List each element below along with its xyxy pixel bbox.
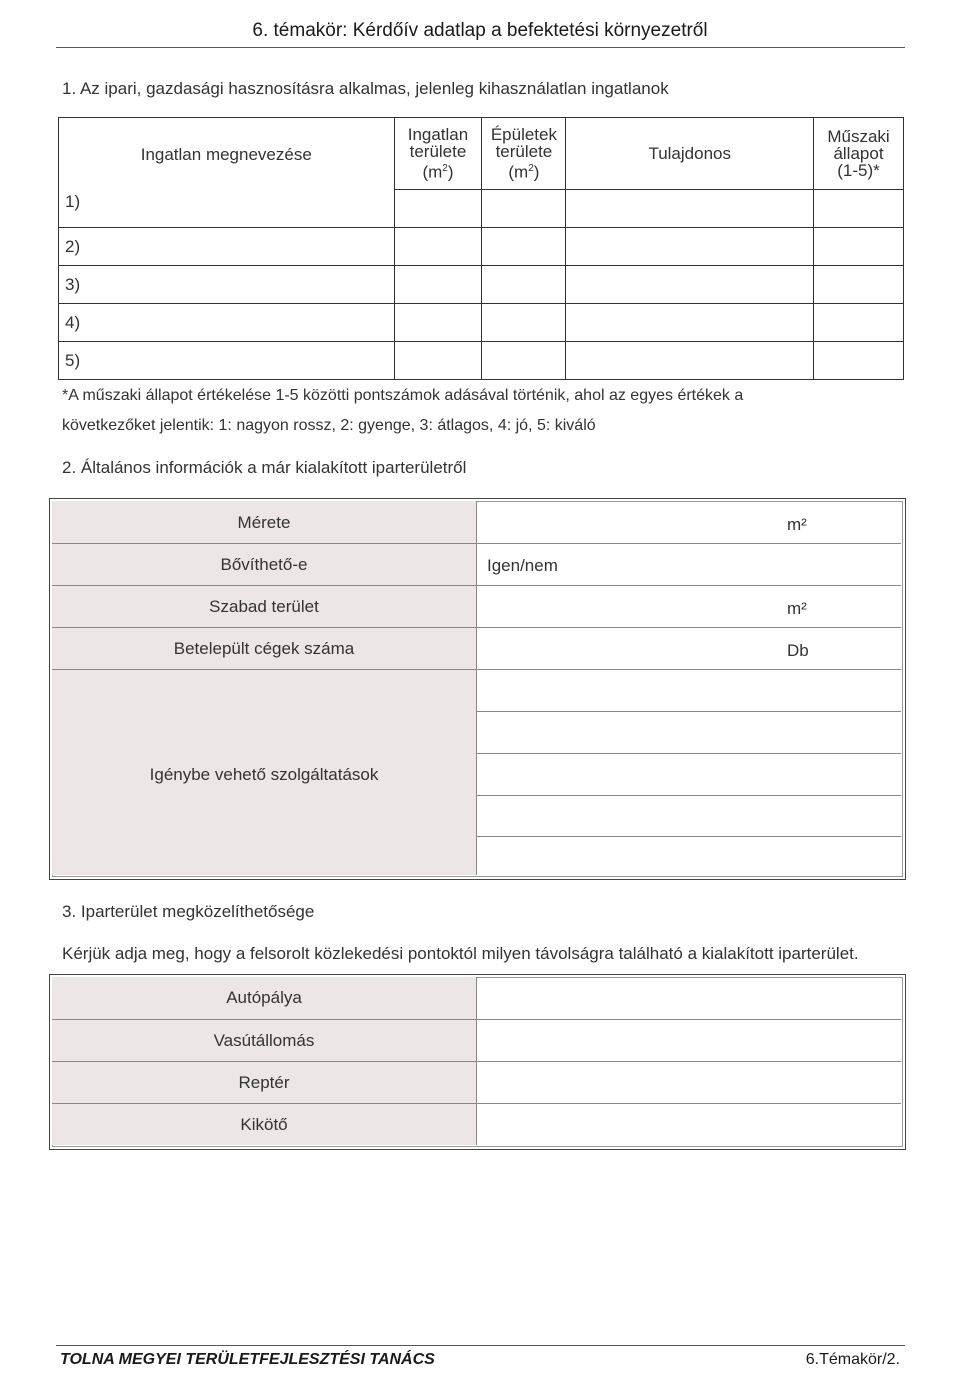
port-label: Kikötő	[240, 1115, 288, 1134]
cell[interactable]	[566, 304, 814, 342]
cell[interactable]	[482, 342, 566, 380]
cell[interactable]	[814, 342, 904, 380]
header-owner: Tulajdonos	[566, 118, 814, 190]
row-number: 5)	[59, 342, 395, 380]
cell[interactable]	[566, 190, 814, 228]
cell[interactable]	[482, 266, 566, 304]
condition-note-line2: következőket jelentik: 1: nagyon rossz, 2: gyenge, 3: átlagos, 4: jó, 5: kiváló	[62, 417, 596, 434]
cell[interactable]	[482, 304, 566, 342]
airport-label: Reptér	[238, 1073, 290, 1092]
header-building-area: Épületek területe $(m^2)$	[482, 118, 566, 190]
size-unit: m²	[787, 515, 807, 534]
expandable-value[interactable]: Igen/nem	[487, 556, 558, 575]
cell[interactable]	[394, 228, 482, 266]
cell[interactable]	[394, 190, 482, 228]
expandable-label: Bővíthető-e	[220, 555, 308, 574]
cell[interactable]	[482, 228, 566, 266]
cell[interactable]	[566, 342, 814, 380]
cell[interactable]	[566, 266, 814, 304]
row-number: 2)	[59, 228, 395, 266]
services-label: Igénybe vehető szolgáltatások	[149, 765, 379, 784]
cell[interactable]	[566, 228, 814, 266]
footer-divider	[56, 1345, 905, 1346]
cell[interactable]	[814, 228, 904, 266]
cell[interactable]	[482, 190, 566, 228]
size-label: Mérete	[237, 513, 291, 532]
cell[interactable]	[814, 266, 904, 304]
condition-note-line1: *A műszaki állapot értékelése 1-5 közötti pontszámok adásával történik, ahol az egyes értékek a	[62, 387, 744, 404]
header-property-name: Ingatlan megnevezése 1)	[59, 118, 395, 228]
free-area-unit: m²	[787, 599, 807, 618]
section3-heading: 3. Iparterület megközelíthetősége	[62, 902, 315, 921]
cell[interactable]	[394, 304, 482, 342]
railway-station-label: Vasútállomás	[213, 1031, 315, 1050]
footer-page-number: 6.Témakör/2.	[805, 1351, 900, 1368]
cell[interactable]	[814, 190, 904, 228]
companies-label: Betelepült cégek száma	[173, 639, 355, 658]
section2-heading: 2. Általános információk a már kialakított iparterületről	[62, 458, 467, 477]
row-number: 3)	[59, 266, 395, 304]
companies-unit: Db	[787, 641, 809, 660]
cell[interactable]	[394, 266, 482, 304]
row-number: 4)	[59, 304, 395, 342]
header-land-area: Ingatlan területe $(m^2)$	[394, 118, 482, 190]
properties-table	[58, 117, 904, 380]
cell[interactable]	[814, 304, 904, 342]
title-divider	[56, 47, 905, 48]
motorway-label: Autópálya	[226, 988, 302, 1007]
section3-intro: Kérjük adja meg, hogy a felsorolt közlekedési pontoktól milyen távolságra található a kialakított iparterület.	[62, 944, 859, 963]
page-title: 6. témakör: Kérdőív adatlap a befektetési környezetről	[252, 20, 708, 41]
header-technical-condition: Műszaki állapot (1-5)*	[814, 118, 904, 190]
free-area-label: Szabad terület	[209, 597, 319, 616]
section1-heading: 1. Az ipari, gazdasági hasznosításra alkalmas, jelenleg kihasználatlan ingatlanok	[62, 79, 669, 98]
row-number: 1)	[65, 192, 81, 211]
footer-organization: TOLNA MEGYEI TERÜLETFEJLESZTÉSI TANÁCS	[60, 1351, 435, 1368]
cell[interactable]	[394, 342, 482, 380]
